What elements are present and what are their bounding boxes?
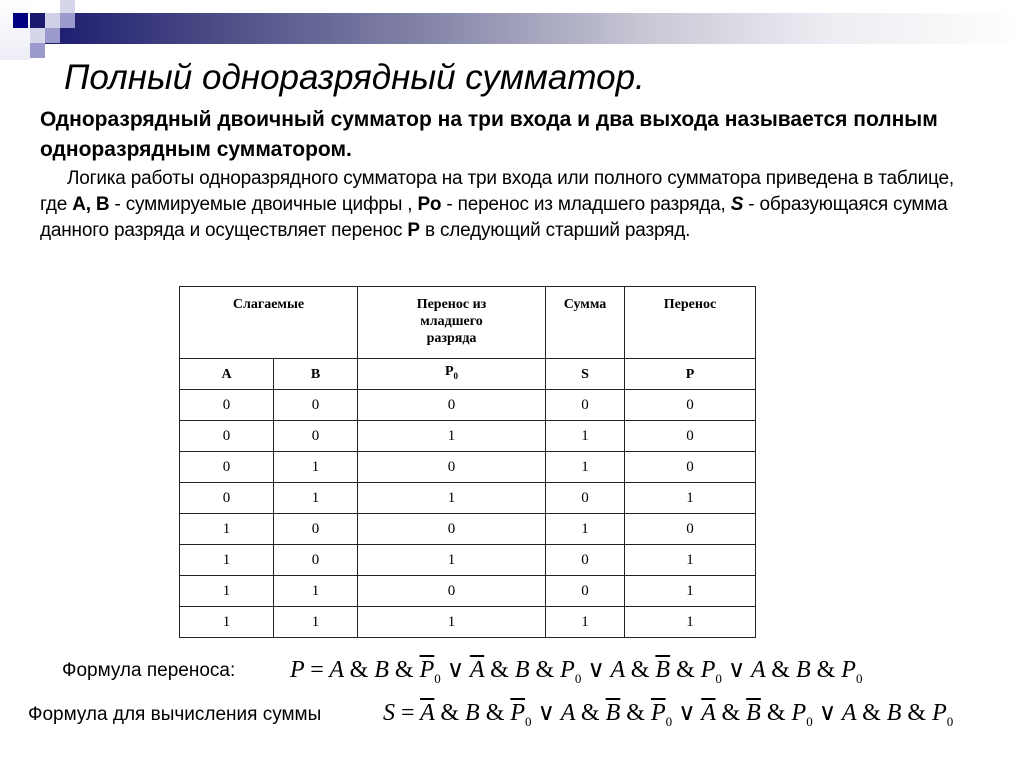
sum-formula-label: Формула для вычисления суммы: [28, 704, 322, 725]
deco-square-pale-2: [30, 28, 45, 43]
paragraph-text: в следующий старший разряд.: [419, 220, 691, 241]
cell: 1: [274, 452, 358, 483]
deco-square-mid-3: [30, 43, 45, 58]
cell: 0: [274, 545, 358, 576]
term-ab: A, B: [72, 194, 110, 215]
table-row: [180, 452, 756, 483]
cell: 0: [274, 514, 358, 545]
cell: 1: [358, 607, 546, 638]
cell: 0: [546, 576, 625, 607]
table-row: [180, 576, 756, 607]
cell: 1: [180, 545, 274, 576]
cell: 0: [180, 483, 274, 514]
cell: 0: [274, 390, 358, 421]
cell: 0: [358, 390, 546, 421]
cell: 1: [625, 607, 756, 638]
table-row: [180, 545, 756, 576]
table-row: [180, 607, 756, 638]
cell: 0: [546, 483, 625, 514]
cell: 1: [546, 452, 625, 483]
cell: 0: [274, 421, 358, 452]
paragraph-text: Логика работы одноразрядного сумматора на три входа или полного сумматора приведена в таблице, где: [40, 168, 954, 215]
cell: 0: [546, 390, 625, 421]
header-carry-in-text: Перенос из младшего разряда: [416, 297, 487, 346]
cell: 1: [625, 545, 756, 576]
deco-square-dark: [13, 13, 28, 28]
col-s: S: [546, 359, 625, 390]
cell: 0: [180, 421, 274, 452]
col-p0-subscript: 0: [453, 370, 459, 381]
cell: 1: [358, 421, 546, 452]
cell: 1: [180, 514, 274, 545]
cell: 1: [625, 576, 756, 607]
term-s: S: [730, 194, 744, 215]
cell: 1: [274, 607, 358, 638]
table-row: [180, 390, 756, 421]
sum-formula: $S = \overline{A}$ & B & $\overline{P}_0$ ∨ A & $\overline{B}$ & $\overline{P}_0$ ∨ $\overline{A}$ & $\overline{B}$ & $P_0$ ∨ A & B & $P_0$: [383, 700, 954, 729]
deco-square-mid-2: [45, 28, 60, 43]
table-group-header-row: [180, 287, 756, 359]
cell: 0: [358, 452, 546, 483]
col-p0: [358, 359, 546, 390]
col-b: B: [274, 359, 358, 390]
description-paragraph: [40, 166, 970, 244]
header-gradient-bar: [30, 13, 1024, 44]
cell: 0: [358, 576, 546, 607]
table-row: [180, 514, 756, 545]
col-p: P: [625, 359, 756, 390]
header-sum: Сумма: [546, 287, 625, 359]
deco-square-light-left: [0, 0, 30, 60]
truth-table: [179, 286, 756, 638]
table-row: [180, 421, 756, 452]
table-row: [180, 483, 756, 514]
cell: 1: [625, 483, 756, 514]
cell: 1: [274, 483, 358, 514]
cell: 1: [546, 514, 625, 545]
carry-formula: P = A & B & $\overline{P}_0$ ∨ $\overline{A}$ & B & $P_0$ ∨ A & $\overline{B}$ & $P_0$ ∨ A & B & $P_0$: [290, 657, 863, 686]
header-addends: Слагаемые: [180, 287, 358, 359]
term-po: Po: [417, 194, 442, 215]
paragraph-text: - образующаяся сумма данного разряда и осуществляет перенос: [40, 194, 948, 241]
cell: 0: [625, 421, 756, 452]
deco-square-light-top: [60, 0, 75, 13]
cell: 0: [358, 514, 546, 545]
cell: 0: [180, 390, 274, 421]
paragraph-text: - суммируемые двоичные цифры ,: [109, 194, 418, 215]
col-a: A: [180, 359, 274, 390]
table-column-header-row: [180, 359, 756, 390]
cell: 1: [180, 576, 274, 607]
cell: 1: [358, 483, 546, 514]
slide-title: Полный одноразрядный сумматор.: [64, 58, 645, 97]
col-p0-label: P: [444, 364, 454, 380]
header-carry-out: Перенос: [625, 287, 756, 359]
deco-square-pale: [45, 13, 60, 28]
header-carry-in: [358, 287, 546, 359]
cell: 1: [358, 545, 546, 576]
cell: 0: [546, 545, 625, 576]
carry-formula-label: Формула переноса:: [62, 660, 236, 681]
cell: 1: [274, 576, 358, 607]
cell: 1: [546, 607, 625, 638]
deco-square-mid: [60, 13, 75, 28]
cell: 0: [625, 452, 756, 483]
cell: 0: [180, 452, 274, 483]
cell: 0: [625, 390, 756, 421]
term-p: P: [407, 220, 420, 241]
definition-text: Одноразрядный двоичный сумматор на три входа и два выхода называется полным одноразрядным сумматором.: [40, 108, 938, 161]
cell: 0: [625, 514, 756, 545]
cell: 1: [180, 607, 274, 638]
paragraph-text: - перенос из младшего разряда,: [441, 194, 731, 215]
cell: 1: [546, 421, 625, 452]
